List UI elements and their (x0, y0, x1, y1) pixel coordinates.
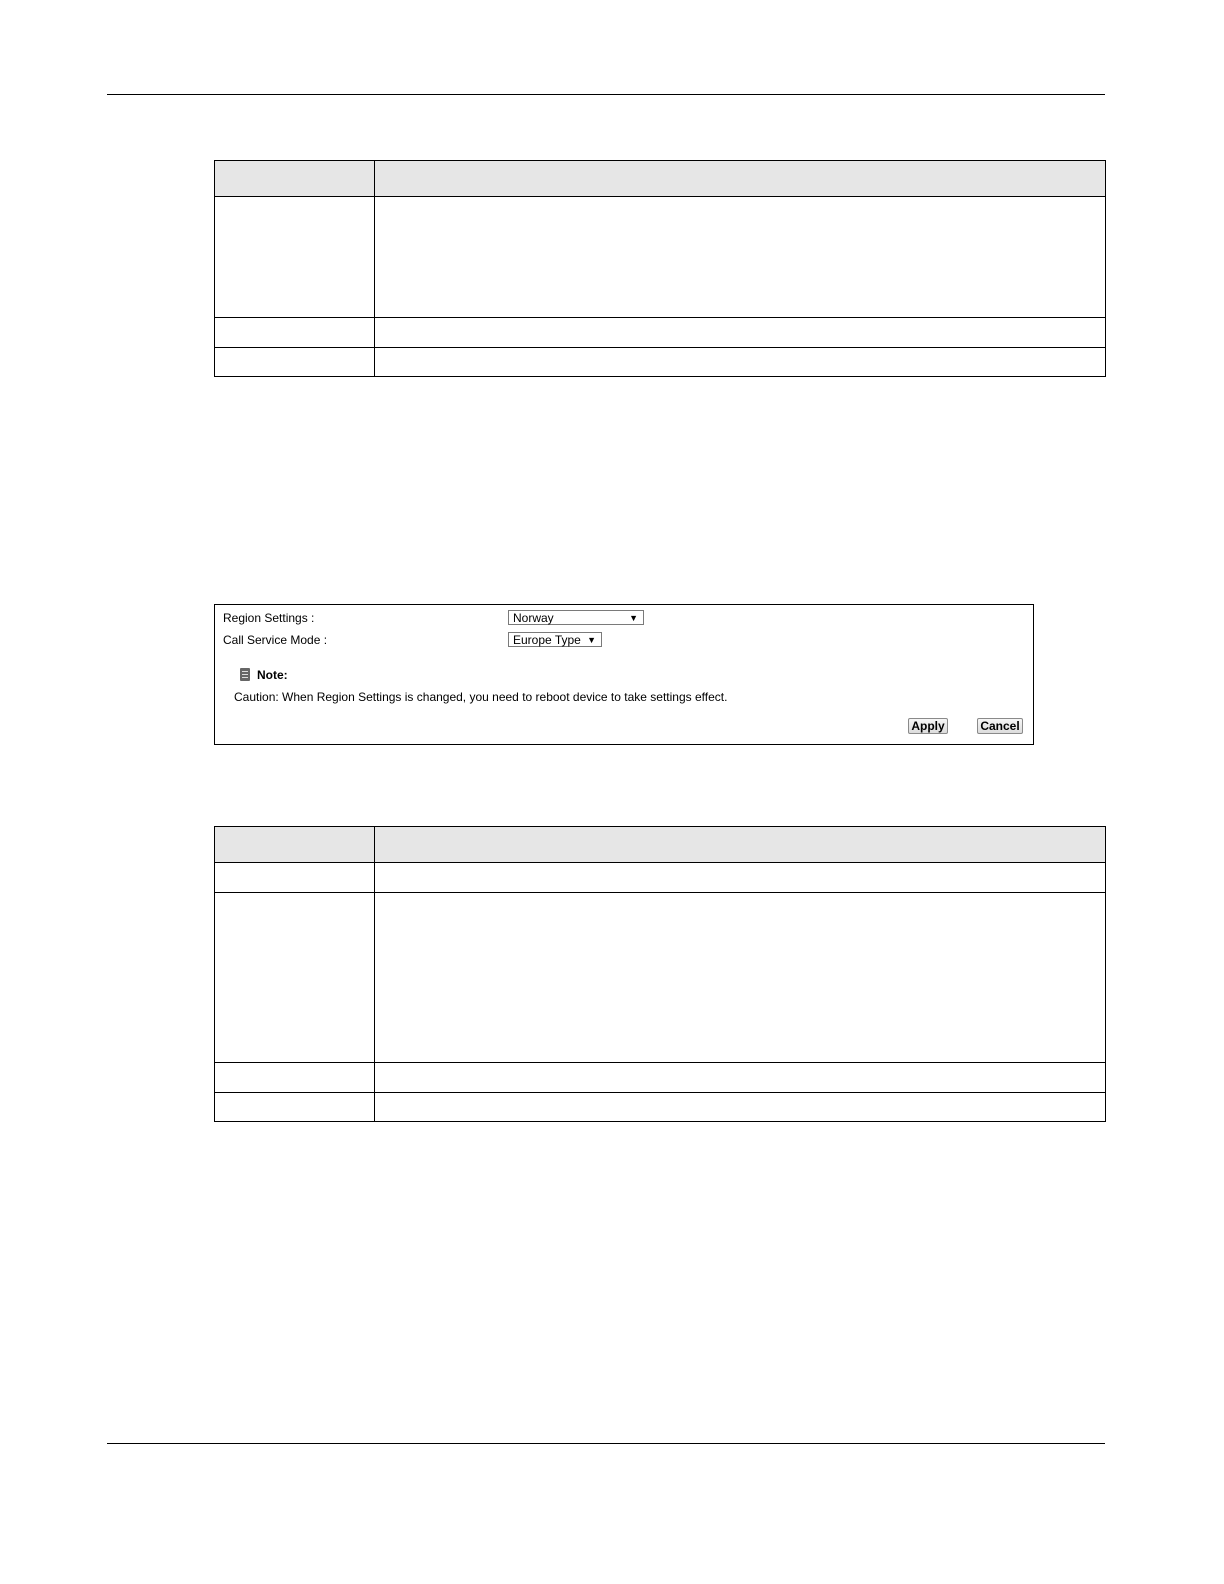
table-cell (215, 318, 375, 348)
header-rule (107, 94, 1105, 95)
footer-rule (107, 1443, 1105, 1444)
table-cell (375, 348, 1106, 377)
chevron-down-icon: ▼ (629, 613, 638, 623)
header-cell (215, 161, 375, 197)
header-cell (375, 827, 1106, 863)
region-settings-label: Region Settings : (223, 611, 315, 625)
table-cell (215, 1063, 375, 1093)
chevron-down-icon: ▼ (587, 635, 596, 645)
table-row (215, 863, 1106, 893)
table-row (215, 197, 1106, 318)
table-row (215, 348, 1106, 377)
table-cell (375, 1093, 1106, 1122)
header-cell (215, 827, 375, 863)
header-cell (375, 161, 1106, 197)
table-row (215, 318, 1106, 348)
table-cell (215, 1093, 375, 1122)
table-row (215, 1093, 1106, 1122)
table-cell (375, 1063, 1106, 1093)
table-header-row (215, 161, 1106, 197)
description-table-1 (214, 160, 1106, 377)
table-row (215, 1063, 1106, 1093)
region-settings-panel (214, 604, 1034, 745)
table-cell (215, 348, 375, 377)
table-cell (375, 893, 1106, 1063)
table-cell (375, 318, 1106, 348)
table-cell (215, 893, 375, 1063)
call-service-mode-select[interactable] (508, 632, 602, 647)
table-row (215, 893, 1106, 1063)
description-table-2 (214, 826, 1106, 1122)
cancel-button[interactable]: Cancel (977, 718, 1023, 734)
table-cell (215, 863, 375, 893)
region-settings-value: Norway (513, 611, 554, 625)
caution-text: Caution: When Region Settings is changed, you need to reboot device to take settings effect. (234, 690, 728, 704)
region-settings-select[interactable] (508, 610, 644, 625)
table-header-row (215, 827, 1106, 863)
table-cell (375, 197, 1106, 318)
table-cell (375, 863, 1106, 893)
table-cell (215, 197, 375, 318)
call-service-mode-value: Europe Type (513, 633, 581, 647)
note-title: Note: (257, 668, 288, 682)
apply-button[interactable]: Apply (908, 718, 948, 734)
note-icon (240, 668, 250, 681)
call-service-mode-label: Call Service Mode : (223, 633, 328, 647)
